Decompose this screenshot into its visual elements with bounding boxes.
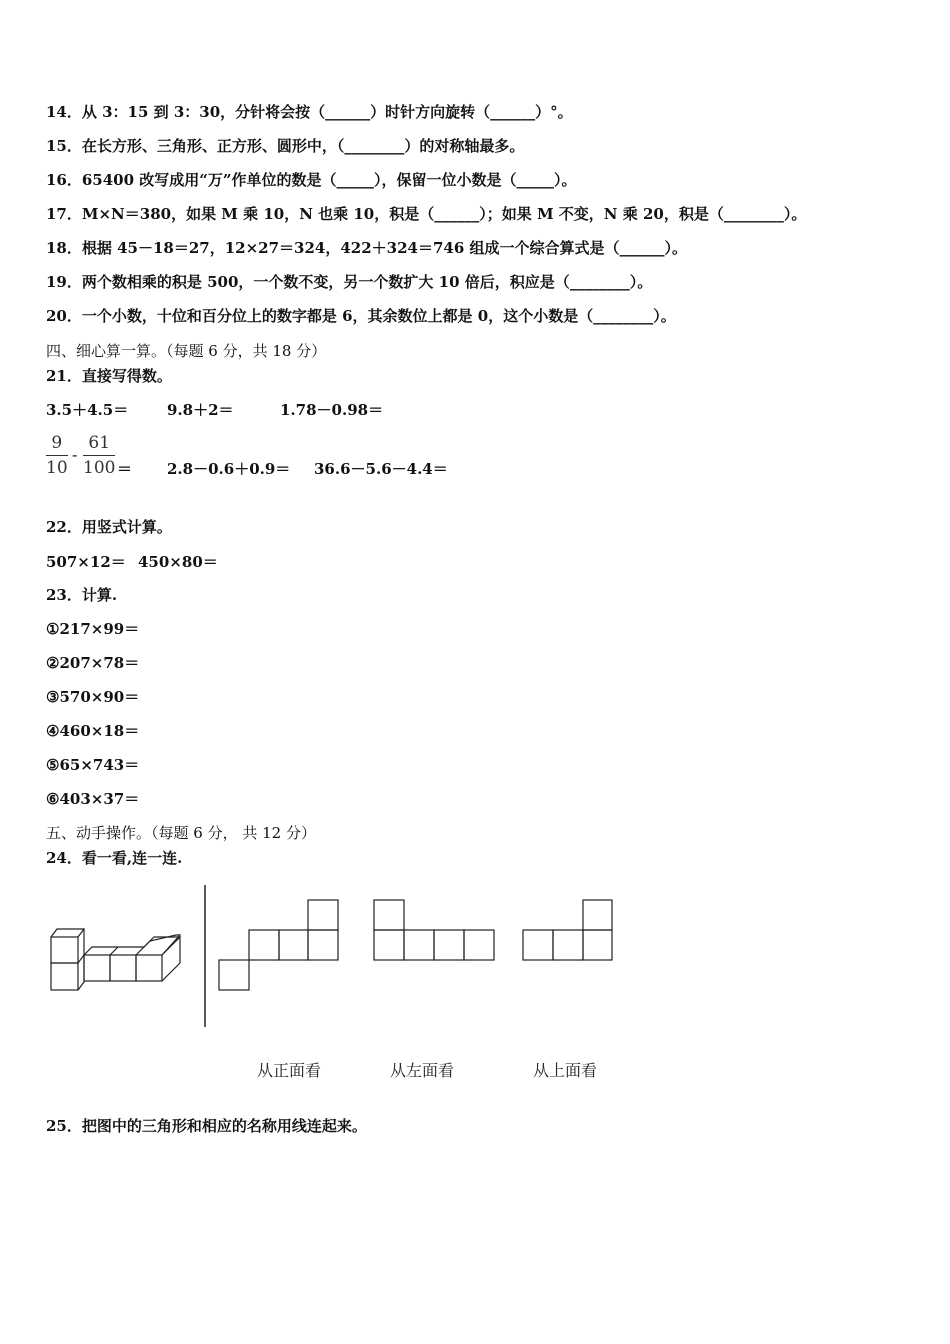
vertical-calc-1: 507×12＝ <box>46 553 126 571</box>
minus-sign: - <box>72 445 78 464</box>
caption-front-view: 从正面看 <box>257 1061 322 1080</box>
caption-top-view: 从上面看 <box>533 1061 598 1080</box>
question-15: 15．在长方形、三角形、正方形、圆形中，（________）的对称轴最多。 <box>46 137 525 155</box>
question-23: 23．计算. <box>46 586 118 604</box>
question-17: 17．M×N＝380，如果 M 乘 10，N 也乘 10，积是（______）；如果 M 不变，N 乘 20，积是（________）。 <box>46 205 807 223</box>
view-shape-3 <box>523 900 612 960</box>
question-20: 20．一个小数，十位和百分位上的数字都是 6，其余数位上都是 0，这个小数是（________）。 <box>46 307 676 325</box>
calc-4: 2.8－0.6＋0.9＝ <box>167 460 291 478</box>
question-21: 21．直接写得数。 <box>46 367 172 385</box>
question-14: 14．从 3：15 到 3：30，分针将会按（______）时针方向旋转（______）°。 <box>46 103 573 121</box>
calc-2: 9.8＋2＝ <box>167 401 234 419</box>
question-22: 22．用竖式计算。 <box>46 518 172 536</box>
calc-item-6: ⑥403×37＝ <box>46 790 140 808</box>
calc-item-1: ①217×99＝ <box>46 620 140 638</box>
question-18: 18．根据 45－18＝27，12×27＝324，422＋324＝746 组成一个综合算式是（______）。 <box>46 239 688 257</box>
question-19: 19．两个数相乘的积是 500，一个数不变，另一个数扩大 10 倍后，积应是（________）。 <box>46 273 653 291</box>
vertical-calc-2: 450×80＝ <box>138 553 218 571</box>
calc-5: 36.6－5.6－4.4＝ <box>314 460 448 478</box>
fraction-denominator: 10 <box>46 458 68 478</box>
question-16: 16．65400 改写成用“万”作单位的数是（_____），保留一位小数是（_____）。 <box>46 171 577 189</box>
question-24: 24．看一看,连一连. <box>46 849 183 867</box>
cube-assembly-drawing <box>51 929 180 990</box>
view-shape-1 <box>219 900 338 990</box>
fraction-numerator: 9 <box>46 431 68 456</box>
section-4-title: 四、细心算一算。（每题 6 分，共 18 分） <box>46 342 327 360</box>
caption-left-view: 从左面看 <box>390 1061 455 1080</box>
question-25: 25．把图中的三角形和相应的名称用线连起来。 <box>46 1117 367 1135</box>
fraction-denominator: 100 <box>83 458 116 478</box>
calc-item-3: ③570×90＝ <box>46 688 140 706</box>
calc-item-4: ④460×18＝ <box>46 722 140 740</box>
calc-3: 1.78－0.98＝ <box>280 401 384 419</box>
calc-1: 3.5＋4.5＝ <box>46 401 129 419</box>
fraction-equals: ＝ <box>117 460 133 478</box>
view-shape-2 <box>374 900 494 960</box>
calc-item-5: ⑤65×743＝ <box>46 756 140 774</box>
section-5-title: 五、动手操作。（每题 6 分， 共 12 分） <box>46 824 316 842</box>
fraction-numerator: 61 <box>83 431 115 456</box>
calc-item-2: ②207×78＝ <box>46 654 140 672</box>
